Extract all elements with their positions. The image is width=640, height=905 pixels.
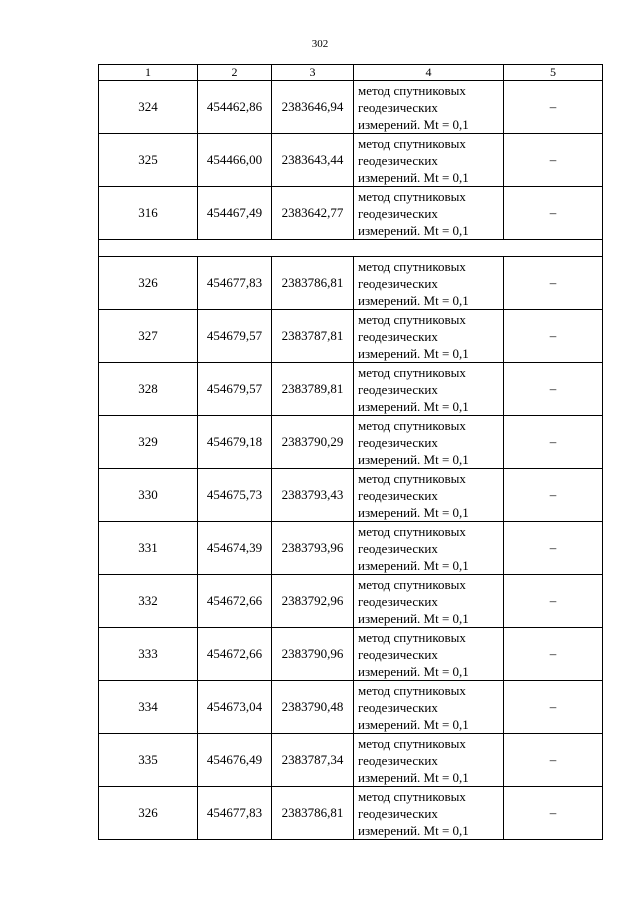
method-line: геодезических <box>358 487 438 503</box>
method-line: геодезических <box>358 205 438 221</box>
description-cell: – <box>504 787 603 840</box>
table-row <box>99 187 603 240</box>
point-number-cell: 325 <box>99 134 198 187</box>
method-line: измерений. Mt = 0,1 <box>358 222 469 238</box>
method-line: геодезических <box>358 99 438 115</box>
method-line: метод спутниковых <box>358 258 466 274</box>
table-header-row <box>99 65 603 81</box>
method-line: измерений. Mt = 0,1 <box>358 504 469 520</box>
y-coordinate-cell: 2383789,81 <box>272 363 354 416</box>
description-cell: – <box>504 134 603 187</box>
method-cell <box>354 469 504 522</box>
x-coordinate-cell: 454676,49 <box>198 734 272 787</box>
method-line: метод спутниковых <box>358 629 466 645</box>
method-line: метод спутниковых <box>358 188 466 204</box>
point-number-cell: 324 <box>99 81 198 134</box>
method-cell <box>354 81 504 134</box>
method-line: измерений. Mt = 0,1 <box>358 345 469 361</box>
method-cell <box>354 363 504 416</box>
table-row <box>99 257 603 310</box>
method-cell <box>354 628 504 681</box>
method-line: геодезических <box>358 593 438 609</box>
description-cell: – <box>504 416 603 469</box>
x-coordinate-cell: 454673,04 <box>198 681 272 734</box>
y-coordinate-cell: 2383793,43 <box>272 469 354 522</box>
description-cell: – <box>504 734 603 787</box>
x-coordinate-cell: 454679,18 <box>198 416 272 469</box>
method-line: метод спутниковых <box>358 311 466 327</box>
method-line: измерений. Mt = 0,1 <box>358 557 469 573</box>
description-cell: – <box>504 81 603 134</box>
y-coordinate-cell: 2383643,44 <box>272 134 354 187</box>
separator-cell <box>99 240 603 257</box>
method-line: метод спутниковых <box>358 576 466 592</box>
header-cell: 2 <box>198 65 272 81</box>
y-coordinate-cell: 2383793,96 <box>272 522 354 575</box>
method-line: метод спутниковых <box>358 788 466 804</box>
header-cell: 1 <box>99 65 198 81</box>
y-coordinate-cell: 2383787,81 <box>272 310 354 363</box>
point-number-cell: 330 <box>99 469 198 522</box>
table-row <box>99 522 603 575</box>
point-number-cell: 326 <box>99 787 198 840</box>
point-number-cell: 333 <box>99 628 198 681</box>
description-cell: – <box>504 310 603 363</box>
method-line: метод спутниковых <box>358 364 466 380</box>
page-number: 302 <box>311 38 329 50</box>
method-line: геодезических <box>358 434 438 450</box>
point-number-cell: 335 <box>99 734 198 787</box>
method-line: геодезических <box>358 699 438 715</box>
method-line: метод спутниковых <box>358 682 466 698</box>
y-coordinate-cell: 2383786,81 <box>272 257 354 310</box>
point-number-cell: 334 <box>99 681 198 734</box>
method-line: геодезических <box>358 805 438 821</box>
table-row <box>99 363 603 416</box>
method-line: измерений. Mt = 0,1 <box>358 769 469 785</box>
point-number-cell: 329 <box>99 416 198 469</box>
method-line: геодезических <box>358 540 438 556</box>
method-line: измерений. Mt = 0,1 <box>358 822 469 838</box>
x-coordinate-cell: 454462,86 <box>198 81 272 134</box>
method-cell <box>354 575 504 628</box>
header-cell: 5 <box>504 65 603 81</box>
coordinates-table <box>98 64 603 840</box>
method-line: метод спутниковых <box>358 523 466 539</box>
method-cell <box>354 134 504 187</box>
method-line: метод спутниковых <box>358 417 466 433</box>
table-row <box>99 416 603 469</box>
method-line: измерений. Mt = 0,1 <box>358 610 469 626</box>
description-cell: – <box>504 628 603 681</box>
point-number-cell: 316 <box>99 187 198 240</box>
table-row <box>99 787 603 840</box>
method-cell <box>354 257 504 310</box>
method-cell <box>354 681 504 734</box>
method-line: геодезических <box>358 646 438 662</box>
group-separator-row <box>99 240 603 257</box>
x-coordinate-cell: 454466,00 <box>198 134 272 187</box>
table-row <box>99 681 603 734</box>
method-line: геодезических <box>358 752 438 768</box>
table-body <box>99 65 603 840</box>
y-coordinate-cell: 2383790,48 <box>272 681 354 734</box>
description-cell: – <box>504 522 603 575</box>
method-cell <box>354 522 504 575</box>
x-coordinate-cell: 454675,73 <box>198 469 272 522</box>
method-cell <box>354 187 504 240</box>
description-cell: – <box>504 363 603 416</box>
method-line: геодезических <box>358 381 438 397</box>
x-coordinate-cell: 454677,83 <box>198 787 272 840</box>
header-cell: 3 <box>272 65 354 81</box>
header-cell: 4 <box>354 65 504 81</box>
point-number-cell: 332 <box>99 575 198 628</box>
method-cell <box>354 787 504 840</box>
point-number-cell: 331 <box>99 522 198 575</box>
x-coordinate-cell: 454679,57 <box>198 363 272 416</box>
method-line: метод спутниковых <box>358 470 466 486</box>
method-line: геодезических <box>358 275 438 291</box>
y-coordinate-cell: 2383787,34 <box>272 734 354 787</box>
y-coordinate-cell: 2383642,77 <box>272 187 354 240</box>
table-row <box>99 575 603 628</box>
y-coordinate-cell: 2383790,29 <box>272 416 354 469</box>
point-number-cell: 328 <box>99 363 198 416</box>
point-number-cell: 326 <box>99 257 198 310</box>
method-line: геодезических <box>358 328 438 344</box>
description-cell: – <box>504 469 603 522</box>
method-line: измерений. Mt = 0,1 <box>358 716 469 732</box>
method-line: измерений. Mt = 0,1 <box>358 169 469 185</box>
y-coordinate-cell: 2383786,81 <box>272 787 354 840</box>
method-line: измерений. Mt = 0,1 <box>358 451 469 467</box>
table-row <box>99 310 603 363</box>
table-row <box>99 734 603 787</box>
method-line: метод спутниковых <box>358 735 466 751</box>
y-coordinate-cell: 2383790,96 <box>272 628 354 681</box>
method-line: геодезических <box>358 152 438 168</box>
x-coordinate-cell: 454679,57 <box>198 310 272 363</box>
method-line: измерений. Mt = 0,1 <box>358 116 469 132</box>
method-cell <box>354 416 504 469</box>
description-cell: – <box>504 187 603 240</box>
description-cell: – <box>504 681 603 734</box>
description-cell: – <box>504 575 603 628</box>
y-coordinate-cell: 2383792,96 <box>272 575 354 628</box>
x-coordinate-cell: 454467,49 <box>198 187 272 240</box>
x-coordinate-cell: 454672,66 <box>198 628 272 681</box>
x-coordinate-cell: 454672,66 <box>198 575 272 628</box>
method-cell <box>354 734 504 787</box>
table-row <box>99 81 603 134</box>
x-coordinate-cell: 454677,83 <box>198 257 272 310</box>
description-cell: – <box>504 257 603 310</box>
table-row <box>99 469 603 522</box>
point-number-cell: 327 <box>99 310 198 363</box>
x-coordinate-cell: 454674,39 <box>198 522 272 575</box>
method-line: метод спутниковых <box>358 135 466 151</box>
table-row <box>99 628 603 681</box>
method-line: измерений. Mt = 0,1 <box>358 663 469 679</box>
method-line: измерений. Mt = 0,1 <box>358 398 469 414</box>
method-line: метод спутниковых <box>358 82 466 98</box>
method-line: измерений. Mt = 0,1 <box>358 292 469 308</box>
table-row <box>99 134 603 187</box>
y-coordinate-cell: 2383646,94 <box>272 81 354 134</box>
method-cell <box>354 310 504 363</box>
